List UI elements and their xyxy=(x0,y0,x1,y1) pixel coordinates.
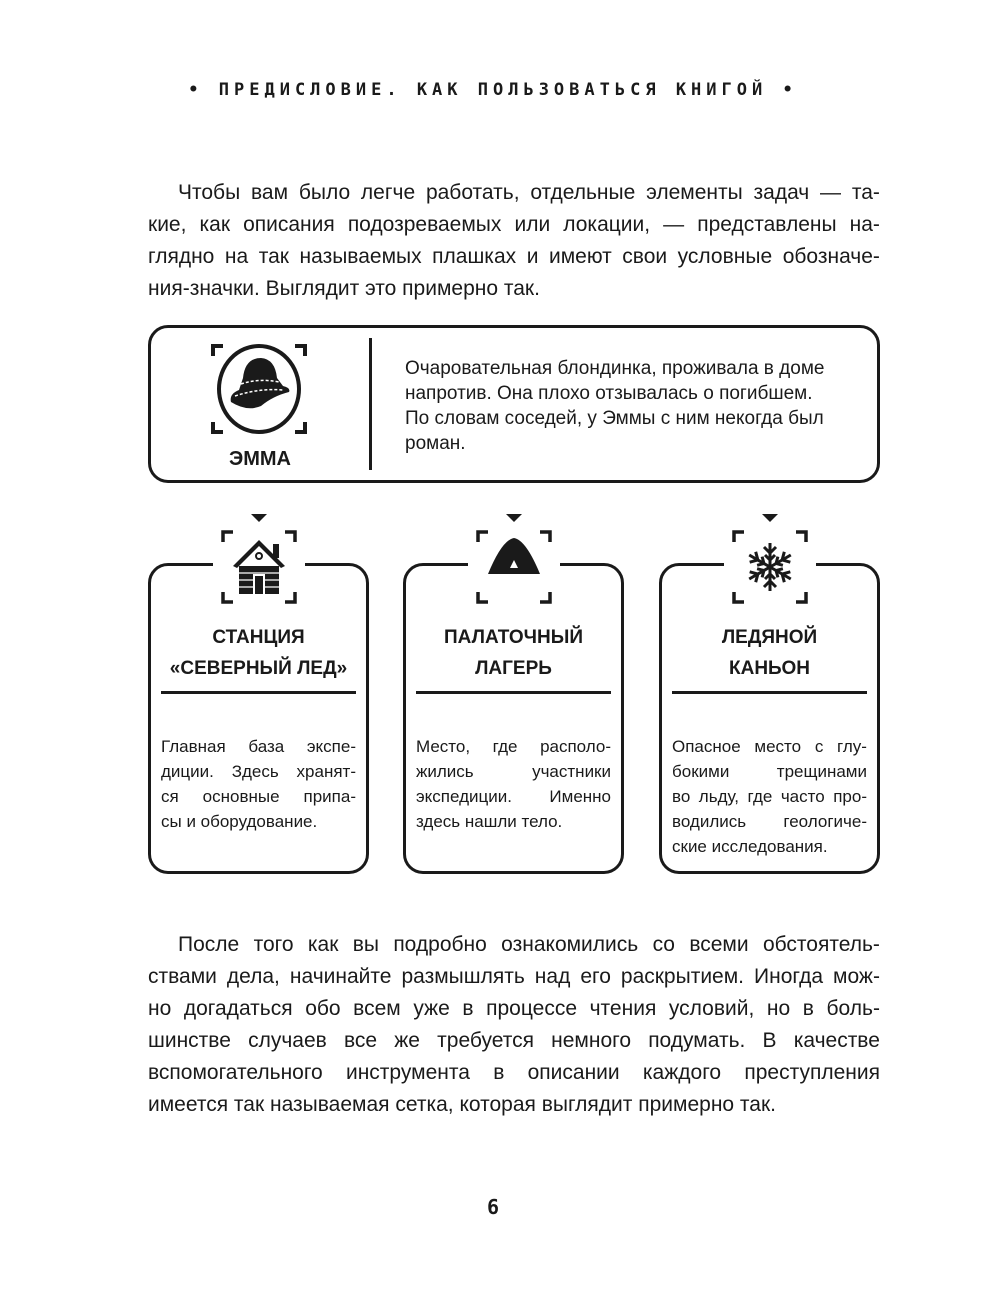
text-line: но догадаться обо всем уже в процессе чтения условий, но в боль- xyxy=(148,997,880,1020)
location-card xyxy=(659,563,880,874)
text-line: Главная база экспе- xyxy=(161,737,356,756)
page-number: 6 xyxy=(486,1195,500,1219)
text-line: глядно на так называемых плашках и имеют свои условные обозначе- xyxy=(148,245,880,268)
text-line: напротив. Она плохо отзывалась о погибшем. xyxy=(405,383,813,404)
location-title xyxy=(151,622,366,684)
title-line: КАНЬОН xyxy=(729,658,810,679)
location-title xyxy=(662,622,877,684)
log-cabin-icon xyxy=(213,514,305,614)
hat-icon xyxy=(209,342,309,442)
divider xyxy=(672,691,867,694)
text-line: После того как вы подробно ознакомились со всеми обстоятель- xyxy=(178,933,880,956)
outro-paragraph xyxy=(148,929,880,1121)
text-line: Место, где располо- xyxy=(416,737,611,756)
text-line: Очаровательная блондинка, проживала в доме xyxy=(405,358,825,379)
suspect-description xyxy=(405,356,865,456)
text-line: экспедиции. Именно xyxy=(416,787,611,806)
text-line: кие, как описания подозреваемых или локации, — представлены на- xyxy=(148,213,880,236)
location-description xyxy=(672,734,867,859)
suspect-name: ЭММА xyxy=(229,448,291,470)
text-line: водились геологиче- xyxy=(672,812,867,831)
location-title xyxy=(406,622,621,684)
text-line: ствами дела, начинайте размышлять над его раскрытием. Иногда мож- xyxy=(148,965,880,988)
snowflake-icon xyxy=(724,514,816,614)
text-line: вспомогательного инструмента в описании каждого преступления xyxy=(148,1061,880,1084)
text-line: Чтобы вам было легче работать, отдельные элементы задач — та- xyxy=(178,181,880,204)
text-line: сы и оборудование. xyxy=(161,812,318,831)
location-description xyxy=(161,734,356,834)
text-line: Опасное место с глу- xyxy=(672,737,867,756)
title-line: СТАНЦИЯ xyxy=(212,627,305,648)
text-line: ния-значки. Выглядит это примерно так. xyxy=(148,277,540,300)
tent-icon xyxy=(468,514,560,614)
text-line: во льду, где часто про- xyxy=(672,787,867,806)
text-line: здесь нашли тело. xyxy=(416,812,563,831)
text-line: ские исследования. xyxy=(672,837,828,856)
location-description xyxy=(416,734,611,834)
title-line: «СЕВЕРНЫЙ ЛЕД» xyxy=(169,658,348,679)
divider xyxy=(369,338,372,470)
text-line: роман. xyxy=(405,433,466,454)
text-line: шинстве случаев все же требуется немного подумать. В качестве xyxy=(148,1029,880,1052)
suspect-card xyxy=(148,325,880,483)
running-header: • ПРЕДИСЛОВИЕ. КАК ПОЛЬЗОВАТЬСЯ КНИГОЙ • xyxy=(188,80,798,100)
text-line: ся основные припа- xyxy=(161,787,356,806)
title-line: ЛЕДЯНОЙ xyxy=(721,627,818,648)
location-card xyxy=(148,563,369,874)
title-line: ПАЛАТОЧНЫЙ xyxy=(444,627,583,648)
text-line: имеется так называемая сетка, которая выглядит примерно так. xyxy=(148,1093,777,1116)
text-line: По словам соседей, у Эммы с ним некогда был xyxy=(405,408,824,429)
intro-paragraph xyxy=(148,177,880,305)
text-line: бокими трещинами xyxy=(672,762,867,781)
title-line: ЛАГЕРЬ xyxy=(475,658,552,679)
text-line: диции. Здесь хранят- xyxy=(161,762,356,781)
divider xyxy=(416,691,611,694)
location-card xyxy=(403,563,624,874)
divider xyxy=(161,691,356,694)
text-line: жились участники xyxy=(416,762,611,781)
